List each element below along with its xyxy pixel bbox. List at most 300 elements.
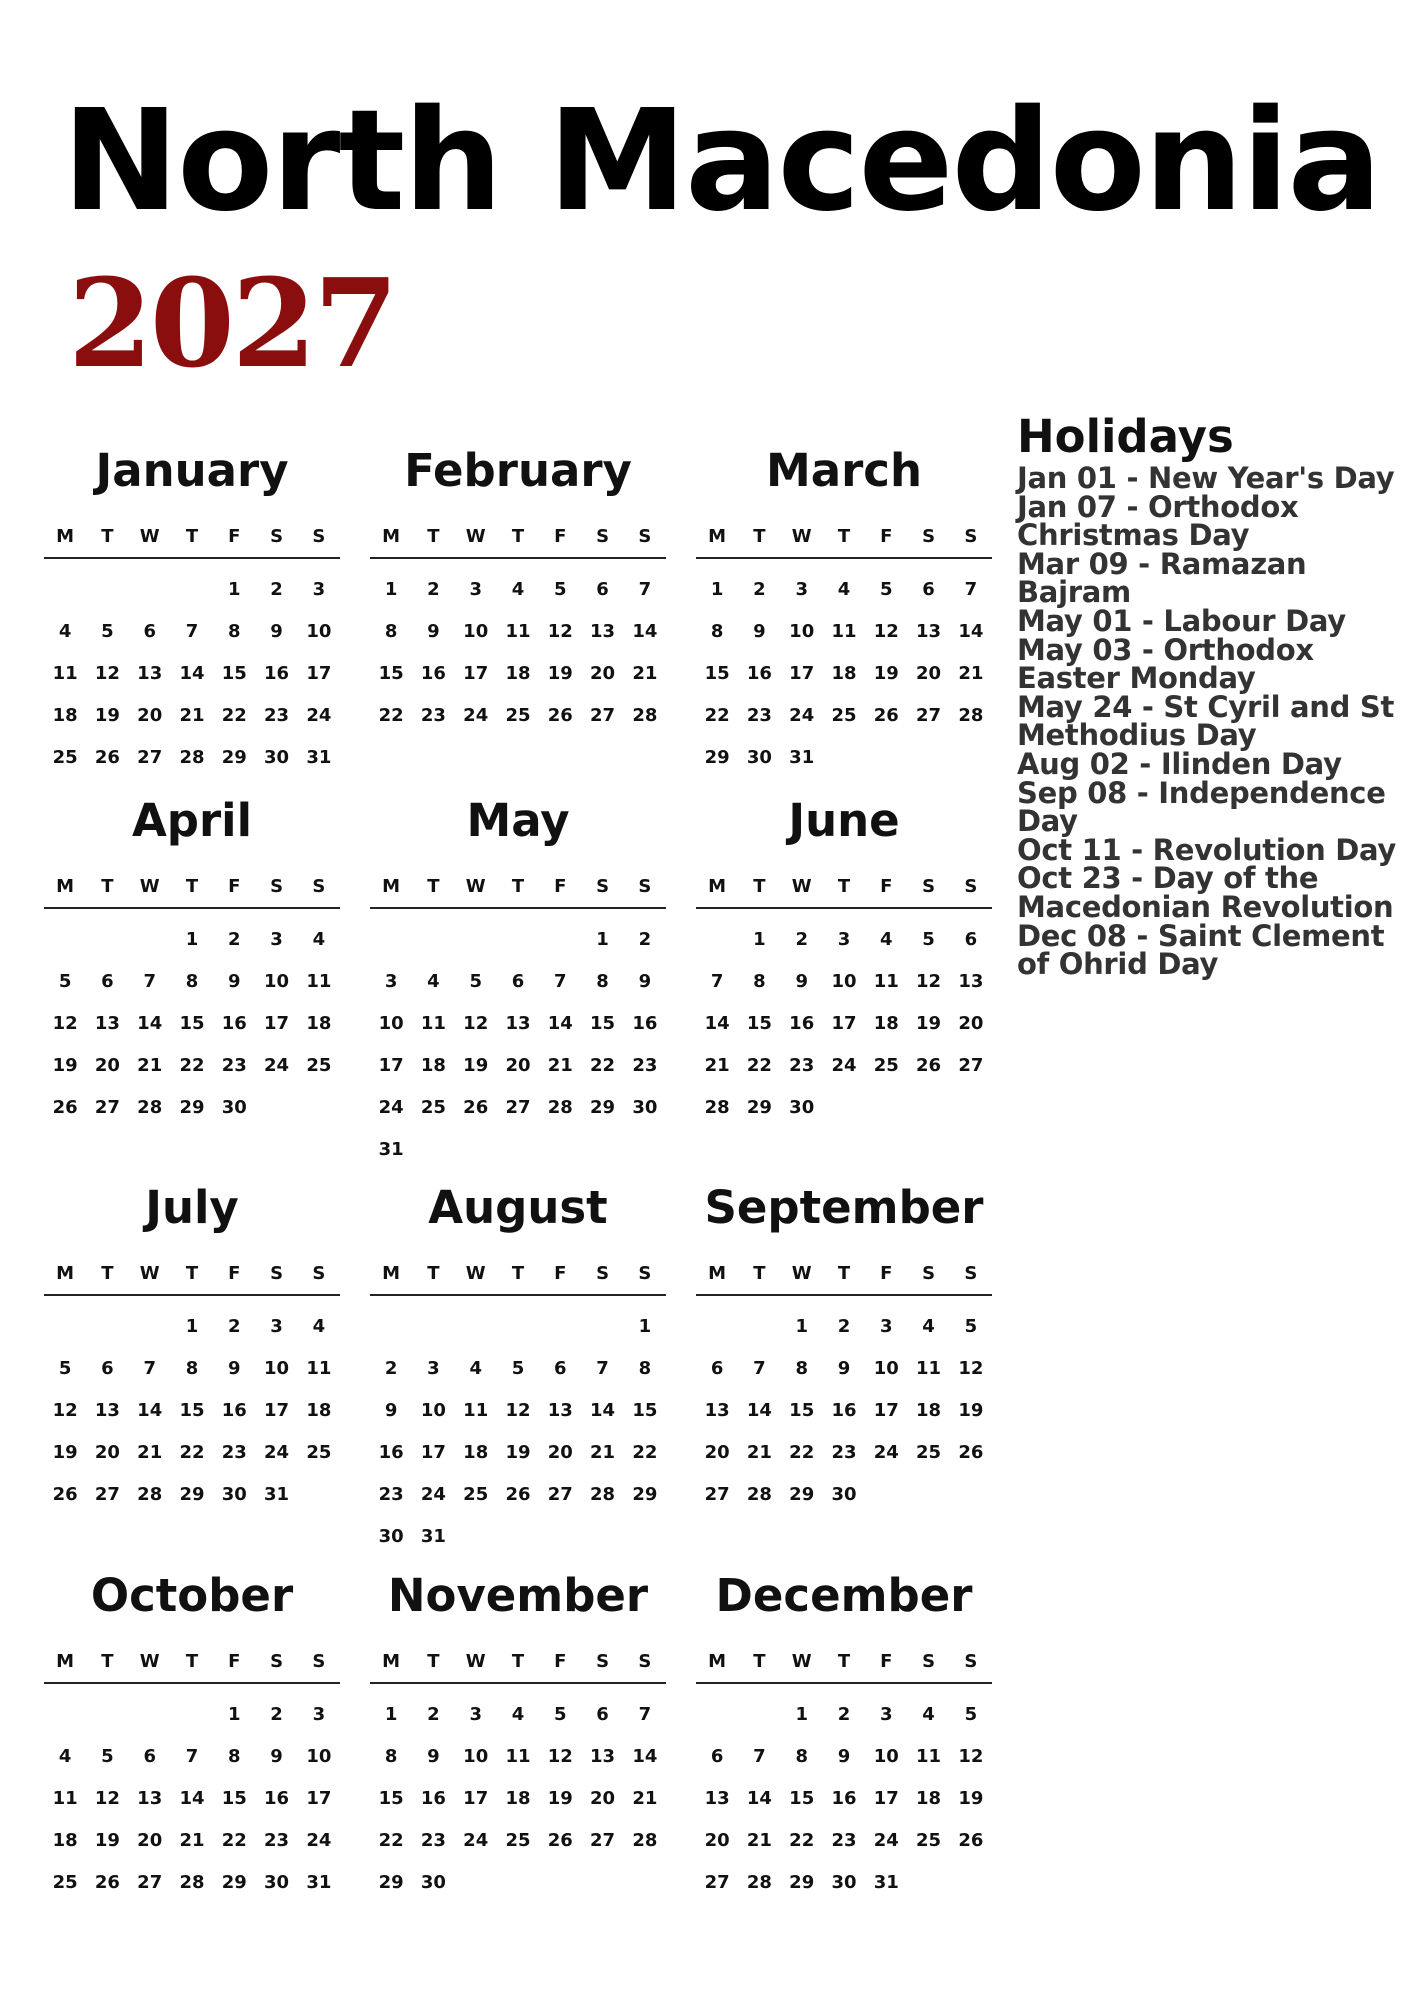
day-number: 30	[378, 1526, 404, 1547]
day-number: 2	[837, 1704, 851, 1725]
day-number: 18	[916, 1400, 942, 1421]
day-number: 19	[547, 663, 573, 684]
day-number: 12	[505, 1400, 531, 1421]
month-name: July	[145, 1181, 239, 1234]
month-name: December	[715, 1569, 973, 1622]
weekday-label: W	[139, 876, 160, 897]
day-number: 14	[958, 621, 984, 642]
day-number: 2	[384, 1358, 398, 1379]
day-number: 11	[420, 1013, 446, 1034]
day-number: 16	[420, 663, 446, 684]
empty-cell	[44, 569, 86, 611]
day-number: 25	[52, 1872, 78, 1893]
day-number: 4	[58, 621, 72, 642]
day-number: 13	[94, 1400, 120, 1421]
weekday-label: S	[964, 526, 978, 547]
day-number: 23	[831, 1442, 857, 1463]
day-number: 7	[753, 1746, 766, 1767]
day-number: 29	[590, 1097, 616, 1118]
day-number: 24	[789, 705, 815, 726]
day-grid	[370, 1694, 666, 1904]
day-number: 3	[312, 1704, 326, 1725]
day-number: 3	[312, 579, 326, 600]
weekday-label: S	[270, 876, 284, 897]
empty-cell	[171, 569, 213, 611]
day-number: 2	[753, 579, 766, 600]
day-number: 13	[958, 971, 984, 992]
day-number: 14	[746, 1788, 772, 1809]
empty-cell	[696, 1306, 738, 1348]
weekday-label: W	[465, 1651, 486, 1672]
day-number: 29	[704, 747, 730, 768]
day-number: 8	[638, 1358, 652, 1379]
day-number: 19	[94, 1830, 120, 1851]
day-number: 17	[831, 1013, 857, 1034]
day-number: 18	[831, 663, 857, 684]
calendar-title: North Macedonia	[62, 80, 1380, 243]
day-number: 16	[264, 663, 290, 684]
day-number: 15	[378, 663, 404, 684]
day-number: 16	[221, 1013, 247, 1034]
weekday-label: T	[753, 1651, 766, 1672]
day-number: 19	[547, 1788, 573, 1809]
month-7	[44, 1182, 340, 1552]
day-number: 5	[511, 1358, 525, 1379]
empty-cell	[696, 1694, 738, 1736]
day-number: 22	[789, 1830, 815, 1851]
day-number: 6	[143, 621, 156, 642]
calendar-year: 2027	[68, 251, 396, 395]
holiday-item: Oct 23 - Day of the Macedonian Revolution	[1017, 861, 1394, 924]
day-number: 12	[958, 1746, 984, 1767]
day-number: 6	[710, 1746, 724, 1767]
day-number: 28	[590, 1484, 616, 1505]
day-number: 23	[632, 1055, 658, 1076]
month-name: September	[704, 1181, 984, 1234]
day-number: 22	[746, 1055, 772, 1076]
day-number: 18	[873, 1013, 899, 1034]
day-number: 30	[632, 1097, 658, 1118]
weekday-label: S	[638, 1651, 652, 1672]
empty-cell	[412, 1306, 454, 1348]
day-number: 9	[837, 1746, 851, 1767]
day-number: 29	[221, 1872, 247, 1893]
day-number: 6	[596, 1704, 609, 1725]
day-grid	[44, 569, 340, 779]
day-number: 12	[463, 1013, 489, 1034]
day-number: 26	[547, 705, 573, 726]
empty-cell	[412, 919, 454, 961]
weekday-label: S	[312, 526, 326, 547]
day-number: 4	[880, 929, 893, 950]
weekday-label: S	[312, 876, 326, 897]
month-8	[370, 1182, 666, 1552]
empty-cell	[129, 1306, 171, 1348]
weekday-label: T	[427, 1651, 440, 1672]
day-number: 4	[312, 1316, 326, 1337]
day-number: 15	[789, 1400, 815, 1421]
day-number: 15	[378, 1788, 404, 1809]
day-number: 5	[58, 1358, 72, 1379]
day-number: 28	[704, 1097, 730, 1118]
day-number: 29	[789, 1484, 815, 1505]
holiday-item: May 03 - Orthodox Easter Monday	[1017, 632, 1314, 696]
day-number: 20	[590, 663, 616, 684]
month-12	[696, 1570, 992, 1940]
day-number: 28	[632, 705, 658, 726]
day-number: 12	[94, 663, 120, 684]
day-number: 10	[306, 1746, 332, 1767]
day-number: 6	[143, 1746, 156, 1767]
empty-cell	[738, 1694, 780, 1736]
holidays-title: Holidays	[1017, 410, 1234, 463]
day-number: 6	[511, 971, 525, 992]
day-number: 12	[52, 1400, 78, 1421]
day-number: 26	[958, 1830, 984, 1851]
weekday-label: T	[511, 1651, 525, 1672]
month-name: August	[428, 1181, 608, 1234]
day-number: 25	[306, 1442, 332, 1463]
day-number: 14	[632, 621, 658, 642]
day-number: 14	[137, 1013, 163, 1034]
day-number: 20	[704, 1442, 730, 1463]
day-number: 9	[384, 1400, 398, 1421]
day-number: 3	[270, 929, 283, 950]
day-number: 22	[221, 1830, 247, 1851]
empty-cell	[44, 919, 86, 961]
day-number: 16	[632, 1013, 658, 1034]
day-number: 1	[384, 579, 398, 600]
weekday-label: F	[228, 526, 241, 547]
day-number: 24	[463, 705, 489, 726]
day-number: 12	[916, 971, 942, 992]
empty-cell	[86, 1306, 128, 1348]
day-number: 8	[795, 1358, 808, 1379]
weekday-label: S	[964, 1651, 978, 1672]
day-number: 1	[753, 929, 766, 950]
empty-cell	[455, 1306, 497, 1348]
weekday-label: W	[791, 876, 812, 897]
day-number: 15	[789, 1788, 815, 1809]
day-number: 18	[52, 1830, 78, 1851]
day-number: 17	[463, 1788, 489, 1809]
day-number: 19	[916, 1013, 942, 1034]
day-number: 26	[94, 747, 120, 768]
day-number: 24	[306, 705, 332, 726]
day-number: 27	[505, 1097, 531, 1118]
day-number: 1	[596, 929, 609, 950]
day-number: 20	[505, 1055, 531, 1076]
day-number: 2	[837, 1316, 851, 1337]
day-number: 28	[179, 1872, 205, 1893]
day-grid	[696, 569, 992, 779]
weekday-label: S	[638, 876, 652, 897]
month-name: January	[95, 444, 289, 497]
day-number: 26	[52, 1484, 78, 1505]
weekday-label: S	[270, 1263, 284, 1284]
day-number: 2	[795, 929, 808, 950]
weekday-label: T	[427, 1263, 440, 1284]
weekday-label: M	[56, 1263, 75, 1284]
weekday-label: S	[270, 526, 284, 547]
weekday-label: T	[101, 1651, 114, 1672]
day-number: 24	[264, 1055, 290, 1076]
weekday-header	[370, 1262, 666, 1296]
day-number: 8	[185, 971, 199, 992]
day-number: 5	[469, 971, 482, 992]
weekday-label: F	[554, 1263, 567, 1284]
holiday-item: Mar 09 - Ramazan Bajram	[1017, 546, 1307, 610]
day-number: 24	[873, 1442, 899, 1463]
weekday-label: S	[922, 526, 936, 547]
day-number: 11	[463, 1400, 489, 1421]
day-number: 7	[964, 579, 978, 600]
day-number: 29	[789, 1872, 815, 1893]
weekday-label: W	[791, 526, 812, 547]
weekday-label: W	[139, 1651, 160, 1672]
weekday-label: S	[638, 526, 652, 547]
empty-cell	[738, 1306, 780, 1348]
day-number: 15	[632, 1400, 658, 1421]
weekday-label: T	[427, 526, 440, 547]
empty-cell	[497, 919, 539, 961]
day-number: 20	[916, 663, 942, 684]
empty-cell	[497, 1306, 539, 1348]
day-number: 13	[916, 621, 942, 642]
day-number: 28	[632, 1830, 658, 1851]
holiday-item: May 24 - St Cyril and St Methodius Day	[1017, 689, 1395, 753]
holiday-item: Jan 07 - Orthodox Christmas Day	[1017, 489, 1299, 553]
weekday-label: T	[753, 526, 766, 547]
day-number: 17	[463, 663, 489, 684]
empty-cell	[370, 1306, 412, 1348]
day-number: 7	[638, 579, 652, 600]
day-number: 8	[228, 621, 241, 642]
day-number: 28	[958, 705, 984, 726]
day-number: 10	[306, 621, 332, 642]
day-number: 13	[704, 1400, 730, 1421]
day-number: 21	[179, 705, 205, 726]
weekday-label: S	[922, 1263, 936, 1284]
day-number: 10	[789, 621, 815, 642]
weekday-header	[370, 875, 666, 909]
day-number: 14	[590, 1400, 616, 1421]
day-number: 14	[179, 1788, 205, 1809]
day-number: 2	[638, 929, 652, 950]
day-number: 29	[378, 1872, 404, 1893]
day-number: 12	[958, 1358, 984, 1379]
month-name: November	[387, 1569, 649, 1622]
month-name: October	[90, 1569, 294, 1622]
weekday-label: F	[554, 1651, 567, 1672]
day-number: 13	[590, 621, 616, 642]
empty-cell	[44, 1306, 86, 1348]
day-number: 7	[753, 1358, 766, 1379]
weekday-label: T	[837, 1263, 851, 1284]
day-number: 9	[837, 1358, 851, 1379]
day-number: 24	[873, 1830, 899, 1851]
day-number: 11	[52, 663, 78, 684]
day-number: 6	[554, 1358, 567, 1379]
weekday-label: M	[382, 1263, 401, 1284]
empty-cell	[539, 1306, 581, 1348]
weekday-label: M	[56, 1651, 75, 1672]
day-number: 26	[463, 1097, 489, 1118]
day-number: 3	[880, 1704, 893, 1725]
day-number: 8	[710, 621, 724, 642]
day-number: 3	[469, 1704, 482, 1725]
day-number: 4	[511, 1704, 525, 1725]
day-number: 8	[185, 1358, 199, 1379]
day-number: 27	[137, 747, 163, 768]
day-number: 13	[547, 1400, 573, 1421]
weekday-header	[44, 525, 340, 559]
empty-cell	[129, 1694, 171, 1736]
day-grid	[370, 1306, 666, 1558]
day-number: 23	[264, 705, 290, 726]
day-number: 5	[964, 1704, 978, 1725]
day-number: 11	[306, 1358, 332, 1379]
day-number: 23	[420, 1830, 446, 1851]
day-number: 9	[270, 1746, 283, 1767]
day-number: 31	[789, 747, 815, 768]
empty-cell	[581, 1306, 623, 1348]
weekday-label: M	[382, 876, 401, 897]
day-grid	[44, 1306, 340, 1516]
day-number: 3	[795, 579, 808, 600]
empty-cell	[539, 919, 581, 961]
day-number: 4	[312, 929, 326, 950]
day-number: 9	[753, 621, 766, 642]
weekday-label: F	[228, 1263, 241, 1284]
day-number: 31	[306, 747, 332, 768]
day-number: 10	[264, 971, 290, 992]
day-number: 5	[58, 971, 72, 992]
day-number: 30	[420, 1872, 446, 1893]
day-number: 23	[221, 1055, 247, 1076]
day-number: 9	[427, 1746, 440, 1767]
weekday-label: F	[880, 526, 893, 547]
day-number: 1	[638, 1316, 652, 1337]
weekday-label: M	[708, 1263, 727, 1284]
day-number: 23	[221, 1442, 247, 1463]
weekday-label: T	[101, 1263, 114, 1284]
day-number: 2	[427, 579, 440, 600]
day-number: 25	[52, 747, 78, 768]
day-number: 23	[831, 1830, 857, 1851]
day-number: 15	[590, 1013, 616, 1034]
month-2	[370, 445, 666, 815]
day-number: 15	[746, 1013, 772, 1034]
day-grid	[696, 1306, 992, 1516]
day-number: 23	[746, 705, 772, 726]
weekday-label: T	[753, 876, 766, 897]
day-number: 19	[463, 1055, 489, 1076]
day-number: 28	[547, 1097, 573, 1118]
weekday-label: T	[185, 526, 199, 547]
day-number: 26	[873, 705, 899, 726]
day-number: 27	[590, 1830, 616, 1851]
day-number: 15	[221, 663, 247, 684]
day-number: 31	[378, 1139, 404, 1160]
day-number: 21	[704, 1055, 730, 1076]
weekday-header	[696, 1650, 992, 1684]
day-number: 10	[378, 1013, 404, 1034]
day-number: 6	[922, 579, 935, 600]
weekday-header	[44, 1262, 340, 1296]
day-number: 22	[378, 705, 404, 726]
weekday-label: S	[922, 1651, 936, 1672]
day-number: 11	[916, 1746, 942, 1767]
day-number: 24	[306, 1830, 332, 1851]
month-1	[44, 445, 340, 815]
weekday-label: F	[554, 526, 567, 547]
day-number: 5	[964, 1316, 978, 1337]
holidays-list	[1017, 461, 1407, 982]
day-number: 7	[185, 621, 199, 642]
day-number: 28	[179, 747, 205, 768]
day-number: 1	[228, 1704, 241, 1725]
empty-cell	[44, 1694, 86, 1736]
weekday-label: T	[427, 876, 440, 897]
day-number: 9	[270, 621, 283, 642]
day-number: 5	[922, 929, 935, 950]
month-6	[696, 795, 992, 1165]
day-number: 12	[94, 1788, 120, 1809]
weekday-label: W	[465, 526, 486, 547]
day-number: 19	[94, 705, 120, 726]
day-number: 18	[505, 663, 531, 684]
day-number: 14	[704, 1013, 730, 1034]
day-number: 27	[547, 1484, 573, 1505]
day-number: 2	[228, 1316, 241, 1337]
day-number: 8	[753, 971, 766, 992]
day-number: 17	[264, 1013, 290, 1034]
month-3	[696, 445, 992, 815]
weekday-header	[696, 875, 992, 909]
day-grid	[696, 1694, 992, 1904]
day-number: 26	[916, 1055, 942, 1076]
weekday-label: T	[511, 876, 525, 897]
day-number: 1	[185, 929, 199, 950]
weekday-label: M	[708, 876, 727, 897]
day-number: 13	[590, 1746, 616, 1767]
day-number: 19	[52, 1055, 78, 1076]
day-number: 24	[420, 1484, 446, 1505]
holiday-item: Oct 11 - Revolution Day	[1017, 832, 1397, 867]
day-number: 2	[427, 1704, 440, 1725]
day-number: 4	[58, 1746, 72, 1767]
day-number: 2	[228, 929, 241, 950]
day-number: 24	[378, 1097, 404, 1118]
day-number: 30	[221, 1484, 247, 1505]
day-number: 8	[384, 1746, 398, 1767]
day-number: 27	[704, 1484, 730, 1505]
day-number: 11	[916, 1358, 942, 1379]
weekday-label: S	[964, 1263, 978, 1284]
day-number: 21	[746, 1830, 772, 1851]
day-number: 5	[101, 1746, 114, 1767]
day-number: 21	[958, 663, 984, 684]
day-number: 4	[511, 579, 525, 600]
day-number: 16	[831, 1400, 857, 1421]
day-number: 25	[916, 1442, 942, 1463]
day-number: 25	[831, 705, 857, 726]
day-number: 12	[873, 621, 899, 642]
empty-cell	[129, 919, 171, 961]
day-number: 3	[427, 1358, 440, 1379]
day-number: 7	[185, 1746, 199, 1767]
